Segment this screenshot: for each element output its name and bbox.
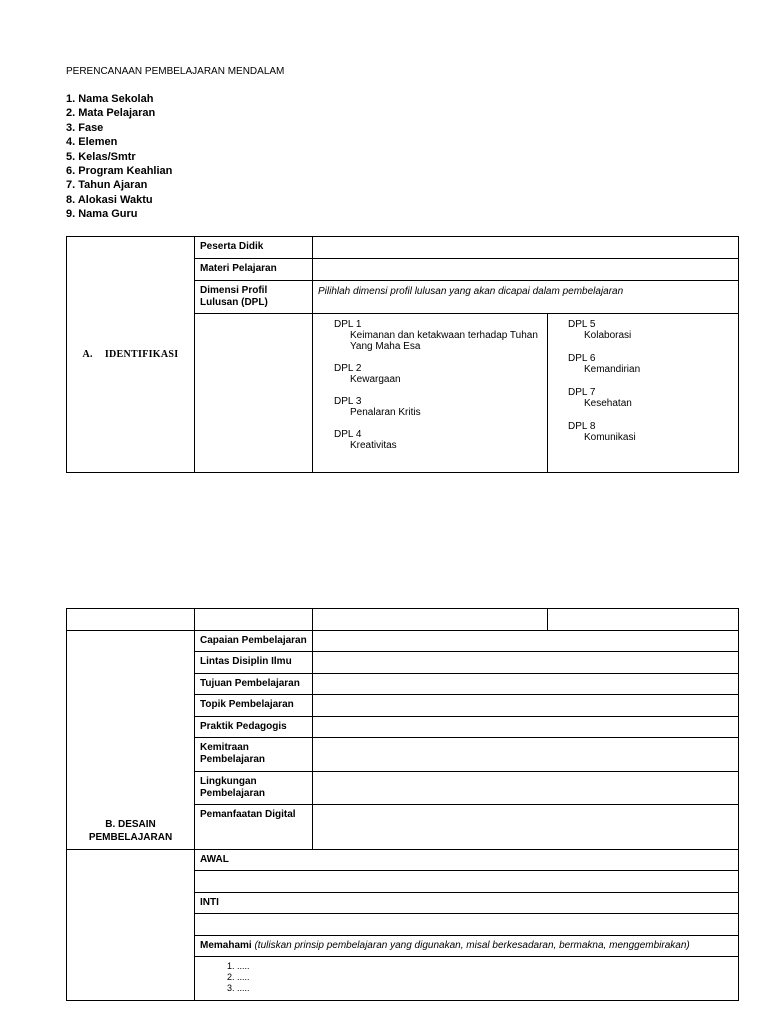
lingkungan-label: Lingkungan Pembelajaran — [195, 772, 313, 805]
inti-field[interactable] — [195, 914, 739, 936]
section-a-label — [67, 237, 195, 473]
dpl-item[interactable] — [568, 387, 738, 409]
empty-header-cell — [313, 609, 548, 631]
dpl-code: DPL 1 — [334, 319, 362, 330]
dpl-item[interactable] — [334, 319, 547, 352]
dpl-item[interactable] — [568, 353, 738, 375]
desain-table — [66, 608, 739, 1001]
info-item-fase: 3. Fase — [66, 121, 104, 134]
awal-label: AWAL — [195, 850, 739, 871]
dpl-item[interactable] — [568, 421, 738, 443]
praktik-pedagogis-field[interactable] — [313, 717, 739, 738]
capaian-field[interactable] — [313, 631, 739, 652]
dpl-code: DPL 3 — [334, 396, 362, 407]
dpl-hint: Pilihlah dimensi profil lulusan yang akan dicapai dalam pembelajaran — [313, 281, 739, 314]
dpl-list-right — [548, 314, 739, 473]
tujuan-label: Tujuan Pembelajaran — [195, 674, 313, 695]
dpl-label: Dimensi Profil Lulusan (DPL) — [195, 281, 313, 314]
dpl-name: Kolaborasi — [584, 330, 632, 341]
dpl-item[interactable] — [334, 396, 547, 418]
lintas-disiplin-label: Lintas Disiplin Ilmu — [195, 652, 313, 674]
info-item-mata-pelajaran: 2. Mata Pelajaran — [66, 107, 156, 120]
dpl-code: DPL 7 — [568, 387, 596, 398]
info-item-elemen: 4. Elemen — [66, 136, 118, 149]
dpl-item[interactable] — [334, 429, 547, 451]
dpl-name: Kemandirian — [584, 364, 641, 375]
section-b-label: B. DESAIN PEMBELAJARAN — [67, 631, 195, 850]
list-item[interactable]: 2. ..... — [227, 972, 250, 982]
inti-label: INTI — [195, 893, 739, 914]
info-item-kelas: 5. Kelas/Smtr — [66, 150, 136, 163]
dpl-name: Kreativitas — [350, 440, 397, 451]
dpl-code: DPL 8 — [568, 421, 596, 432]
materi-pelajaran-field[interactable] — [313, 259, 739, 281]
memahami-label: Memahami — [200, 940, 252, 951]
dpl-item[interactable] — [568, 319, 738, 341]
dpl-name: Kesehatan — [584, 398, 632, 409]
topik-label: Topik Pembelajaran — [195, 695, 313, 717]
memahami-list — [195, 957, 738, 996]
lingkungan-field[interactable] — [313, 772, 739, 805]
empty-header-cell — [548, 609, 739, 631]
materi-pelajaran-label: Materi Pelajaran — [195, 259, 313, 281]
dpl-code: DPL 4 — [334, 429, 362, 440]
document-title: PERENCANAAN PEMBELAJARAN MENDALAM — [66, 66, 285, 77]
dpl-code: DPL 6 — [568, 353, 596, 364]
pemanfaatan-digital-field[interactable] — [313, 805, 739, 850]
school-info-list — [66, 92, 172, 222]
info-item-program-keahlian: 6. Program Keahlian — [66, 165, 173, 178]
dpl-name: Kewargaan — [350, 374, 401, 385]
dpl-code: DPL 2 — [334, 363, 362, 374]
dpl-name: Komunikasi — [584, 432, 636, 443]
dpl-name: Penalaran Kritis — [350, 407, 421, 418]
empty-header-cell — [195, 609, 313, 631]
empty-header-cell — [67, 609, 195, 631]
dpl-item[interactable] — [334, 363, 547, 385]
section-a-number: A. — [82, 349, 93, 360]
list-item[interactable]: 1. ..... — [227, 961, 250, 971]
steps-empty-cell — [67, 850, 195, 1001]
info-item-tahun-ajaran: 7. Tahun Ajaran — [66, 179, 148, 192]
pemanfaatan-digital-label: Pemanfaatan Digital — [195, 805, 313, 850]
info-item-nama-guru: 9. Nama Guru — [66, 208, 138, 221]
section-a-title: IDENTIFIKASI — [104, 349, 179, 360]
memahami-row — [195, 936, 739, 957]
peserta-didik-label: Peserta Didik — [195, 237, 313, 259]
identifikasi-table — [66, 236, 739, 473]
awal-field[interactable] — [195, 871, 739, 893]
peserta-didik-field[interactable] — [313, 237, 739, 259]
kemitraan-field[interactable] — [313, 738, 739, 772]
kemitraan-label: Kemitraan Pembelajaran — [195, 738, 313, 772]
capaian-label: Capaian Pembelajaran — [195, 631, 313, 652]
list-item[interactable]: 3. ..... — [227, 983, 250, 993]
memahami-list-cell — [195, 957, 739, 1001]
info-item-alokasi-waktu: 8. Alokasi Waktu — [66, 193, 153, 206]
dpl-code: DPL 5 — [568, 319, 596, 330]
info-item-nama-sekolah: 1. Nama Sekolah — [66, 93, 154, 105]
praktik-pedagogis-label: Praktik Pedagogis — [195, 717, 313, 738]
memahami-hint: (tuliskan prinsip pembelajaran yang digunakan, misal berkesadaran, bermakna, menggembirakan) — [254, 940, 690, 951]
dpl-list-left — [313, 314, 548, 473]
dpl-empty-cell — [195, 314, 313, 473]
dpl-name: Keimanan dan ketakwaan terhadap Tuhan Yang Maha Esa — [350, 330, 538, 352]
lintas-disiplin-field[interactable] — [313, 652, 739, 674]
topik-field[interactable] — [313, 695, 739, 717]
tujuan-field[interactable] — [313, 674, 739, 695]
